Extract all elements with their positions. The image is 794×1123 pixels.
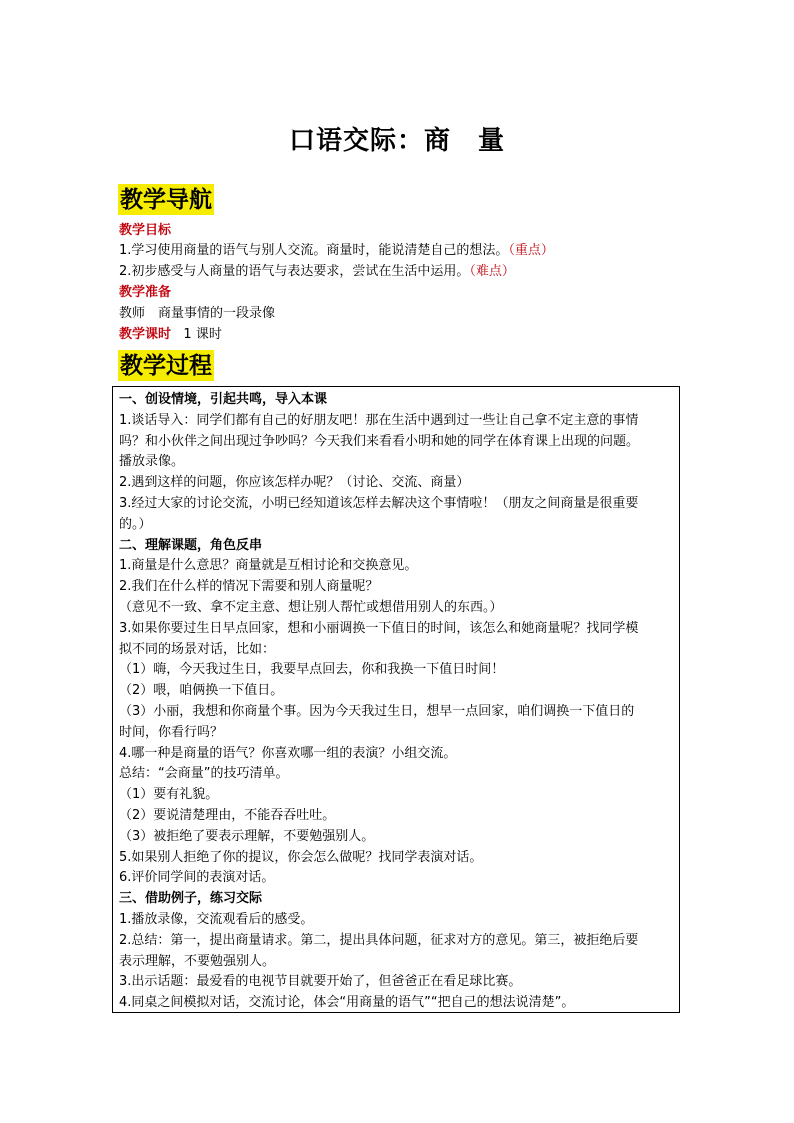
- goal-text: 2.初步感受与人商量的语气与表达要求，尝试在生活中运用。: [119, 264, 470, 279]
- process-section-heading: 三、借助例子，练习交际: [119, 891, 263, 907]
- goal-tag-difficult: （难点）: [469, 264, 515, 279]
- prep-label: 教学准备: [119, 285, 172, 300]
- process-line: 2.遇到这样的问题，你应该怎样办呢？（讨论、交流、商量）: [119, 475, 470, 491]
- process-line: （2）要说清楚理由，不能吞吞吐吐。: [119, 807, 336, 823]
- goal-item: [119, 262, 515, 282]
- process-line: 3.出示话题：最爱看的电视节目就要开始了，但爸爸正在看足球比赛。: [119, 974, 522, 990]
- process-line: 的。）: [119, 516, 152, 532]
- process-line: 播放录像。: [119, 454, 185, 470]
- process-line: 4.哪一种是商量的语气？你喜欢哪一组的表演？小组交流。: [119, 745, 457, 761]
- process-line: 3.经过大家的讨论交流，小明已经知道该怎样去解决这个事情啦！（朋友之间商量是很重要: [119, 495, 639, 511]
- process-line: 3.如果你要过生日早点回家，想和小丽调换一下值日的时间，该怎么和她商量呢？找同学模: [119, 620, 639, 636]
- process-line: （3）被拒绝了要表示理解，不要勉强别人。: [119, 828, 375, 844]
- process-line: 1.播放录像，交流观看后的感受。: [119, 911, 314, 927]
- process-line: （3）小丽，我想和你商量个事。因为今天我过生日，想早一点回家，咱们调换一下值日的: [119, 703, 635, 719]
- process-line: （1）嗨，今天我过生日，我要早点回去，你和我换一下值日时间！: [119, 662, 505, 678]
- hours-label: 教学课时: [119, 327, 172, 342]
- process-line: 时间，你看行吗？: [119, 724, 224, 740]
- process-section-heading: 二、理解课题，角色反串: [119, 537, 263, 553]
- process-line: 1.谈话导入：同学们都有自己的好朋友吧！那在生活中遇到过一些让自己拿不定主意的事情: [119, 412, 639, 428]
- process-line: 1.商量是什么意思？商量就是互相讨论和交换意见。: [119, 558, 418, 574]
- process-line: （意见不一致、拿不定主意、想让别人帮忙或想借用别人的东西。）: [119, 599, 503, 615]
- process-section-heading: 一、创设情境，引起共鸣，导入本课: [119, 392, 328, 407]
- process-line: （2）喂，咱俩换一下值日。: [119, 683, 284, 699]
- page-title: 口语交际：商 量: [288, 126, 505, 156]
- process-line: （1）要有礼貌。: [119, 787, 219, 803]
- process-content-box: [112, 386, 680, 1013]
- goal-text: 1.学习使用商量的语气与别人交流。商量时，能说清楚自己的想法。: [119, 243, 509, 258]
- hours-text: 1 课时: [183, 327, 222, 342]
- hours-row: [119, 325, 222, 345]
- section-heading-process: 教学过程: [120, 352, 212, 379]
- process-line: 5.如果别人拒绝了你的提议，你会怎么做呢？找同学表演对话。: [119, 849, 483, 865]
- process-line: 6.评价同学间的表演对话。: [119, 870, 275, 886]
- goal-tag-key: （重点）: [508, 243, 554, 258]
- process-line: 总结：“会商量”的技巧清单。: [119, 766, 289, 782]
- goal-item: [119, 241, 554, 261]
- process-line: 4.同桌之间模拟对话，交流讨论，体会“用商量的语气”“把自己的想法说清楚”。: [119, 995, 575, 1011]
- section-heading-nav: 教学导航: [120, 186, 212, 213]
- process-line: 表示理解，不要勉强别人。: [119, 953, 276, 969]
- process-line: 拟不同的场景对话，比如：: [119, 641, 276, 657]
- goals-label: 教学目标: [119, 223, 172, 238]
- process-line: 2.我们在什么样的情况下需要和别人商量呢？: [119, 579, 379, 595]
- process-line: 2.总结：第一，提出商量请求。第二，提出具体问题，征求对方的意见。第三，被拒绝后要: [119, 932, 639, 948]
- prep-text: 教师 商量事情的一段录像: [119, 306, 276, 321]
- process-line: 吗？和小伙伴之间出现过争吵吗？今天我们来看看小明和她的同学在体育课上出现的问题。: [119, 433, 640, 449]
